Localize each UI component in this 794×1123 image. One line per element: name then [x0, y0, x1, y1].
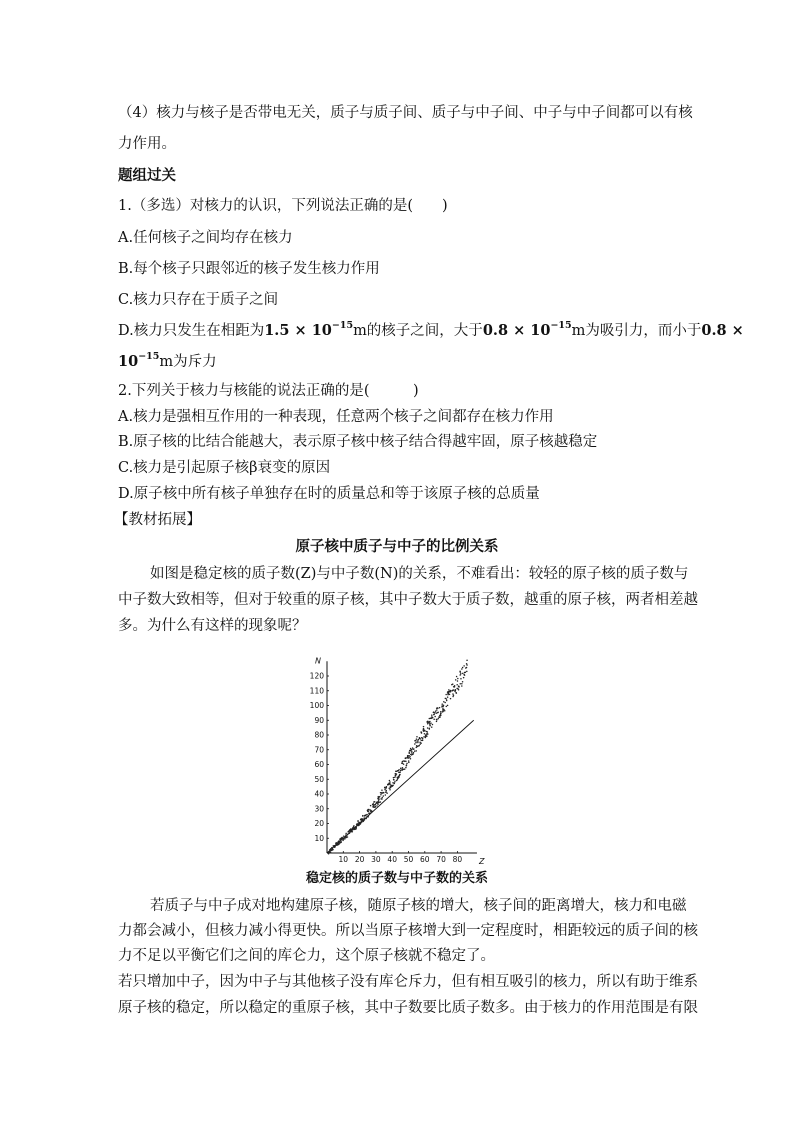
stable-nucleus-point: [378, 802, 380, 804]
stable-nucleus-point: [452, 693, 454, 695]
stable-nucleus-point: [411, 751, 413, 753]
stable-nucleus-point: [462, 667, 464, 669]
y-tick-label: 100: [309, 701, 324, 710]
stable-nucleus-point: [459, 674, 461, 676]
stable-nucleus-point: [413, 752, 415, 754]
stable-nucleus-point: [389, 789, 391, 791]
stable-nucleus-point: [433, 713, 435, 715]
stable-nucleus-point: [440, 714, 442, 716]
stable-nucleus-point: [389, 783, 391, 785]
stable-nucleus-point: [361, 821, 363, 823]
stable-nucleus-point: [372, 803, 374, 805]
stable-nucleus-point: [418, 739, 420, 741]
stable-nucleus-point: [393, 777, 395, 779]
stable-nucleus-point: [455, 692, 457, 694]
stable-nucleus-point: [365, 818, 367, 820]
stable-nucleus-point: [463, 665, 465, 667]
y-tick-label: 110: [309, 686, 324, 696]
stable-nucleus-point: [403, 763, 405, 765]
item4-line1: （4）核力与核子是否带电无关，质子与质子间、质子与中子间、中子与中子间都可以有核: [118, 105, 693, 121]
stable-nucleus-point: [432, 717, 434, 719]
stable-nucleus-point: [436, 719, 438, 721]
q1-option-d-line2: [118, 352, 217, 372]
stable-nucleus-point: [443, 705, 445, 707]
q1-option-d-line1: [118, 321, 744, 341]
stable-nucleus-point: [411, 749, 413, 751]
stable-nucleus-point: [466, 667, 468, 669]
stable-nucleus-point: [440, 711, 442, 713]
stable-nucleus-point: [434, 712, 436, 714]
y-tick-label: 90: [314, 715, 324, 725]
stable-nucleus-point: [406, 763, 408, 765]
stable-nucleus-point: [400, 770, 402, 772]
stable-nucleus-point: [389, 781, 391, 783]
stable-nucleus-point: [355, 828, 357, 830]
stable-nucleus-point: [414, 743, 416, 745]
stable-nucleus-point: [418, 745, 420, 747]
stable-nucleus-point: [404, 768, 406, 770]
stable-nucleus-point: [424, 729, 426, 731]
stable-nucleus-point: [369, 813, 371, 815]
stable-nucleus-point: [466, 660, 468, 662]
q2-option-b: B.原子核的比结合能越大，表示原子核中核子结合得越牢固，原子核越稳定: [118, 434, 598, 450]
stable-nucleus-point: [463, 677, 465, 679]
stable-nucleus-point: [462, 673, 464, 675]
stable-nucleus-point: [385, 791, 387, 793]
stable-nucleus-point: [424, 733, 426, 735]
stable-nucleus-point: [442, 706, 444, 708]
stable-nucleus-point: [374, 806, 376, 808]
stable-nucleus-point: [457, 678, 459, 680]
stable-nucleus-point: [426, 735, 428, 737]
stable-nucleus-point: [437, 707, 439, 709]
q1-d-num-1: $1.5 \times 10^{-15}$: [264, 320, 354, 339]
stable-nucleus-point: [405, 767, 407, 769]
stable-nucleus-point: [430, 718, 432, 720]
stable-nucleus-point: [452, 683, 454, 685]
q1-d-num-3: 0.8 ×: [701, 322, 744, 339]
stable-nucleus-point: [422, 740, 424, 742]
x-tick-label: 50: [403, 855, 414, 864]
stable-nucleus-point: [358, 820, 360, 822]
stable-nucleus-point: [417, 742, 419, 744]
stable-nucleus-point: [429, 728, 431, 730]
y-tick-label: 60: [314, 760, 324, 769]
stable-nucleus-point: [432, 724, 434, 726]
stable-nucleus-point: [385, 794, 387, 796]
stable-nucleus-point: [383, 792, 385, 794]
stable-nucleus-point: [429, 721, 431, 723]
extension-label: 【教材拓展】: [114, 512, 201, 528]
stable-nucleus-point: [440, 712, 442, 714]
q2-stem: 2.下列关于核力与核能的说法正确的是( ): [118, 383, 419, 399]
stable-nucleus-point: [429, 724, 431, 726]
ext-para-line1: 如图是稳定核的质子数(Z)与中子数(N)的关系，不难看出：较轻的原子核的质子数与: [150, 566, 689, 582]
stable-nucleus-point: [349, 833, 351, 835]
stable-nucleus-point: [434, 716, 436, 718]
stable-nucleus-point: [464, 674, 466, 676]
stable-nucleus-point: [381, 798, 383, 800]
stable-nucleus-point: [336, 842, 338, 844]
stable-nucleus-point: [450, 698, 452, 700]
stable-nucleus-point: [353, 825, 355, 827]
stable-nucleus-point: [431, 726, 433, 728]
stable-nucleus-point: [439, 716, 441, 718]
para2-line2: 力都会减小，但核力减小得更快。所以当原子核增大到一定程度时，相距较远的质子间的核: [118, 923, 698, 939]
stable-nucleus-point: [443, 701, 445, 703]
stable-nucleus-point: [400, 767, 402, 769]
stable-nucleus-point: [381, 797, 383, 799]
stable-nucleus-point: [446, 698, 448, 700]
stable-nucleus-point: [465, 671, 467, 673]
stable-nucleus-point: [399, 774, 401, 776]
stable-nucleus-point: [378, 800, 380, 802]
stable-nucleus-point: [421, 740, 423, 742]
stable-nucleus-point: [408, 753, 410, 755]
para2-line3: 力不足以平衡它们之间的库仑力，这个原子核就不稳定了。: [118, 948, 495, 964]
q1-option-b: B.每个核子只跟邻近的核子发生核力作用: [118, 261, 380, 277]
y-tick-label: 80: [314, 730, 324, 740]
stable-nucleus-point: [380, 794, 382, 796]
q1-d-text-2: m的核子之间，大于: [353, 323, 483, 339]
stable-nucleus-point: [442, 711, 444, 713]
stable-nucleus-point: [466, 664, 468, 666]
stable-nucleus-point: [360, 823, 362, 825]
stable-nucleus-point: [427, 733, 429, 735]
stable-nucleus-point: [345, 834, 347, 836]
stable-nucleus-point: [413, 748, 415, 750]
stable-nucleus-point: [458, 689, 460, 691]
y-tick-label: 120: [309, 671, 324, 681]
stable-nucleus-point: [393, 779, 395, 781]
stable-nucleus-point: [403, 760, 405, 762]
stable-nucleus-point: [423, 726, 425, 728]
q2-option-c: C.核力是引起原子核β衰变的原因: [118, 460, 331, 476]
stable-nucleus-point: [450, 691, 452, 693]
stable-nucleus-point: [427, 731, 429, 733]
x-tick-label: 10: [338, 855, 349, 864]
y-tick-label: 40: [314, 789, 324, 799]
x-tick-label: 40: [387, 855, 397, 864]
stable-nucleus-point: [417, 740, 419, 742]
stable-nucleus-point: [371, 810, 373, 812]
stable-nucleus-point: [456, 676, 458, 678]
y-tick-label: 20: [314, 819, 324, 828]
stable-nucleus-point: [408, 757, 410, 759]
stable-nucleus-point: [386, 792, 388, 794]
stable-nucleus-point: [408, 760, 410, 762]
stable-nucleus-point: [435, 710, 437, 712]
stable-nucleus-point: [420, 738, 422, 740]
stable-nucleus-point: [422, 738, 424, 740]
stable-nucleus-point: [347, 833, 349, 835]
para2-line1: 若质子与中子成对地构建原子核，随原子核的增大，核子间的距离增大，核力和电磁: [150, 898, 687, 914]
q2-option-d: D.原子核中所有核子单独存在时的质量总和等于该原子核的总质量: [118, 486, 540, 502]
y-tick-label: 30: [314, 804, 324, 814]
stable-nucleus-point: [394, 781, 396, 783]
stable-nucleus-point: [332, 848, 334, 850]
stable-nucleus-point: [356, 825, 358, 827]
q2-option-a: A.核力是强相互作用的一种表现，任意两个核子之间都存在核力作用: [118, 409, 554, 425]
x-tick-label: 20: [354, 855, 365, 864]
stable-nucleus-point: [404, 760, 406, 762]
stable-nucleus-point: [347, 836, 349, 838]
x-tick-label: 80: [452, 855, 463, 864]
stable-nucleus-point: [458, 686, 460, 688]
stable-nucleus-point: [427, 727, 429, 729]
stable-nucleus-point: [416, 738, 418, 740]
stable-nucleus-point: [368, 815, 370, 817]
stable-nucleus-point: [381, 789, 383, 791]
stable-nucleus-point: [452, 696, 454, 698]
para3-line1: 若只增加中子，因为中子与其他核子没有库仑斥力，但有相互吸引的核力，所以有助于维系: [118, 974, 698, 990]
stable-nucleus-point: [394, 777, 396, 779]
stable-nucleus-point: [421, 732, 423, 734]
stable-nucleus-point: [433, 719, 435, 721]
stable-nucleus-point: [344, 838, 346, 840]
stable-nucleus-point: [331, 847, 333, 849]
stable-nucleus-point: [449, 694, 451, 696]
stable-nucleus-point: [457, 680, 459, 682]
q1-d-text-3: m为吸引力，而小于: [571, 323, 702, 339]
q1-d-text-4: m为斥力: [159, 354, 217, 370]
stable-nucleus-point: [453, 689, 455, 691]
para3-line2: 原子核的稳定，所以稳定的重原子核，其中子数要比质子数多。由于核力的作用范围是有限: [118, 1000, 698, 1016]
x-tick-label: 60: [420, 855, 430, 864]
stable-nucleus-point: [454, 685, 456, 687]
y-tick-label: 70: [314, 745, 324, 755]
stable-nucleus-point: [448, 689, 450, 691]
stable-nucleus-point: [391, 785, 393, 787]
stable-nucleus-point: [409, 756, 411, 758]
stable-nucleus-point: [446, 706, 448, 708]
stable-nucleus-point: [384, 789, 386, 791]
stable-nucleus-point: [445, 694, 447, 696]
stable-nucleus-point: [407, 756, 409, 758]
stable-nucleus-point: [427, 721, 429, 723]
stable-nucleus-point: [377, 802, 379, 804]
stable-nucleus-point: [460, 673, 462, 675]
stable-nucleus-point: [410, 758, 412, 760]
stable-nucleus-point: [436, 721, 438, 723]
q1-d-text-1: D.核力只发生在相距为: [118, 323, 265, 339]
stable-nucleus-point: [378, 798, 380, 800]
stable-nucleus-point: [341, 841, 343, 843]
stable-nucleus-point: [455, 689, 457, 691]
stable-nucleus-point: [414, 750, 416, 752]
stable-nucleus-point: [461, 683, 463, 685]
stable-nucleus-point: [345, 833, 347, 835]
q1-stem: 1.（多选）对核力的认识，下列说法正确的是( ): [118, 198, 448, 214]
stable-nucleus-point: [406, 764, 408, 766]
stable-nucleus-point: [375, 804, 377, 806]
stable-nuclei-chart: [300, 630, 500, 870]
q1-option-c: C.核力只存在于质子之间: [118, 292, 279, 308]
stable-nucleus-point: [392, 785, 394, 787]
stable-nucleus-point: [455, 679, 457, 681]
stable-nucleus-point: [459, 683, 461, 685]
stable-nucleus-point: [443, 709, 445, 711]
stable-nucleus-point: [398, 769, 400, 771]
y-axis-label: N: [315, 656, 321, 666]
stable-nucleus-point: [436, 709, 438, 711]
q1-d-num-4: $10^{-15}$: [118, 351, 160, 370]
stable-nucleus-point: [386, 786, 388, 788]
q1-option-a: A.任何核子之间均存在核力: [118, 230, 293, 246]
stable-nucleus-point: [366, 814, 368, 816]
stable-nucleus-point: [396, 773, 398, 775]
x-tick-label: 30: [371, 855, 381, 864]
stable-nucleus-point: [334, 846, 336, 848]
stable-nucleus-point: [447, 696, 449, 698]
stable-nucleus-point: [423, 736, 425, 738]
stable-nucleus-point: [330, 852, 332, 854]
stable-nucleus-point: [459, 670, 461, 672]
stable-nucleus-point: [397, 779, 399, 781]
stable-nucleus-point: [416, 736, 418, 738]
stable-nucleus-point: [379, 796, 381, 798]
stable-nucleus-point: [370, 805, 372, 807]
stable-nucleus-point: [415, 750, 417, 752]
stable-nucleus-point: [420, 742, 422, 744]
extension-title: 原子核中质子与中子的比例关系: [295, 538, 499, 555]
stable-nucleus-point: [425, 737, 427, 739]
x-axis-label: Z: [478, 857, 485, 866]
stable-nucleus-point: [437, 712, 439, 714]
stable-nucleus-point: [402, 767, 404, 769]
stable-nucleus-point: [441, 703, 443, 705]
stable-nucleus-point: [338, 843, 340, 845]
stable-nucleus-point: [395, 774, 397, 776]
ext-para-line3: 多。为什么有这样的现象呢？: [118, 618, 307, 634]
stable-nucleus-point: [447, 705, 449, 707]
stable-nucleus-point: [380, 801, 382, 803]
stable-nucleus-point: [412, 753, 414, 755]
stable-nucleus-point: [374, 801, 376, 803]
stable-nucleus-point: [461, 685, 463, 687]
stable-nucleus-point: [448, 692, 450, 694]
stable-nucleus-point: [368, 809, 370, 811]
section-title: 题组过关: [118, 167, 176, 184]
figure-caption: 稳定核的质子数与中子数的关系: [305, 871, 488, 886]
stable-nucleus-point: [437, 718, 439, 720]
item4-line2: 力作用。: [118, 136, 176, 152]
stable-nucleus-point: [351, 830, 353, 832]
stable-nucleus-point: [460, 678, 462, 680]
stable-nucleus-point: [431, 714, 433, 716]
stable-nucleus-point: [386, 790, 388, 792]
stable-nucleus-point: [430, 722, 432, 724]
x-tick-label: 70: [436, 855, 446, 864]
stable-nucleus-point: [408, 762, 410, 764]
stable-nucleus-point: [462, 681, 464, 683]
stable-nucleus-point: [399, 771, 401, 773]
stable-nucleus-point: [389, 780, 391, 782]
stable-nucleus-point: [461, 668, 463, 670]
stable-nucleus-point: [439, 707, 441, 709]
stable-nucleus-point: [366, 816, 368, 818]
stable-nucleus-point: [411, 752, 413, 754]
stable-nucleus-point: [456, 684, 458, 686]
stable-nucleus-point: [376, 805, 378, 807]
q1-d-num-2: $0.8 \times 10^{-15}$: [482, 320, 572, 339]
y-tick-label: 10: [314, 833, 324, 843]
stable-nucleus-point: [415, 740, 417, 742]
stable-nucleus-point: [444, 702, 446, 704]
stable-nucleus-point: [415, 742, 417, 744]
stable-nucleus-point: [446, 700, 448, 702]
stable-nucleus-point: [405, 760, 407, 762]
stable-nucleus-point: [466, 671, 468, 673]
ext-para-line2: 中子数大致相等，但对于较重的原子核，其中子数大于质子数，越重的原子核，两者相差越: [118, 592, 698, 608]
stable-nucleus-point: [362, 815, 364, 817]
y-tick-label: 50: [314, 774, 324, 784]
stable-nucleus-point: [394, 782, 396, 784]
stable-nucleus-point: [383, 795, 385, 797]
stable-nucleus-point: [368, 810, 370, 812]
stable-nucleus-point: [363, 817, 365, 819]
